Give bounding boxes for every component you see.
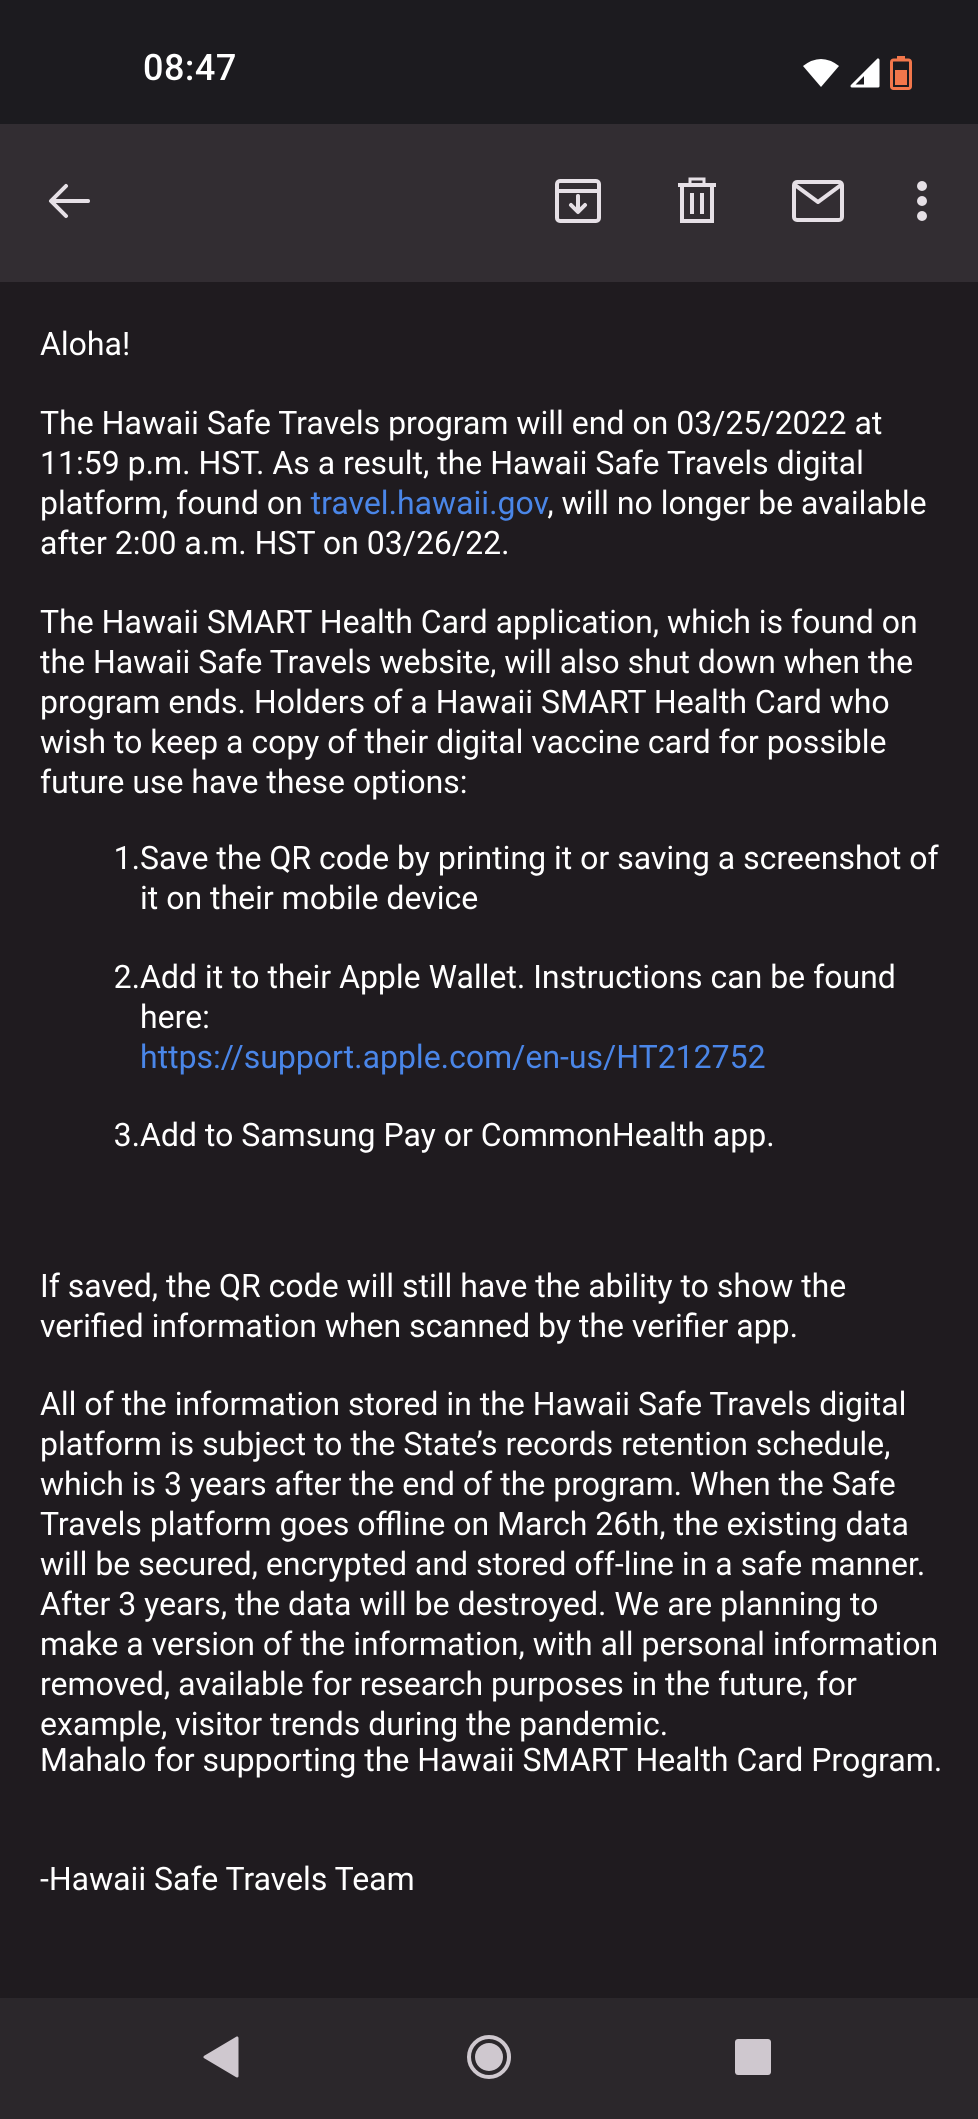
list-number: 3. [113,1116,140,1154]
paragraph-program-end [40,403,950,563]
email-toolbar [0,124,978,282]
list-number: 2. [113,958,140,996]
email-body [0,282,978,1998]
paragraph-text: , will no longer be available after 2:00 a.m. HST on 03/26/22. [40,484,927,562]
greeting: Aloha! [40,325,131,363]
mark-unread-button[interactable] [770,124,866,282]
triangle-back-icon [201,2035,241,2083]
list-item-text: Add it to their Apple Wallet. Instructions can be found here: [140,958,896,1036]
status-icons [802,56,912,94]
cell-signal-icon [850,58,880,92]
list-item-body [140,957,942,1077]
signature: -Hawaii Safe Travels Team [40,1860,415,1898]
nav-home-button[interactable] [434,1998,544,2119]
paragraph-text: The Hawaii Safe Travels program will end on 03/25/2022 at 11:59 p.m. HST. As a result, the Hawaii Safe Travels digital platform, found on [40,404,883,522]
paragraph-health-card: The Hawaii SMART Health Card application, which is found on the Hawaii Safe Travels website, will also shut down when the program ends. Holders of a Hawaii SMART Health Card who wish to keep a copy of their digital vaccine card for possible future use have these options: [40,603,918,801]
list-item-option-3 [102,1115,942,1155]
delete-button[interactable] [649,124,745,282]
list-item-option-1 [102,838,942,918]
list-item-text: Add to Samsung Pay or CommonHealth app. [140,1116,775,1154]
paragraph-qr-code: If saved, the QR code will still have the ability to show the verified information when scanned by the verifier app. [40,1267,847,1345]
status-bar [0,0,978,124]
archive-icon [554,177,602,229]
arrow-back-icon [46,181,90,225]
travel-hawaii-link[interactable]: travel.hawaii.gov [310,484,548,522]
home-circle-icon [466,2034,512,2084]
status-time: 08:47 [143,47,237,89]
list-item-text: Save the QR code by printing it or saving a screenshot of it on their mobile device [140,839,939,917]
nav-recents-button[interactable] [698,1998,808,2119]
more-vertical-icon [916,180,928,226]
trash-icon [676,177,718,229]
nav-back-button[interactable] [166,1998,276,2119]
archive-button[interactable] [530,124,626,282]
system-nav-bar [0,1998,978,2119]
square-recents-icon [734,2038,772,2080]
paragraph-mahalo: Mahalo for supporting the Hawaii SMART Health Card Program. [40,1741,943,1779]
mail-icon [792,180,844,226]
paragraph-data-retention: All of the information stored in the Hawaii Safe Travels digital platform is subject to the State’s records retention schedule, which is 3 years after the end of the program. When the Safe Travels platform goes offline on March 26th, the existing data will be secured, encrypted and stored off-line in a safe manner. After 3 years, the data will be destroyed. We are planning to make a version of the information, with all personal information removed, available for research purposes in the future, for example, visitor trends during the pandemic. [40,1385,939,1743]
battery-icon [890,56,912,94]
more-options-button[interactable] [874,124,970,282]
wifi-icon [802,58,840,92]
apple-support-link[interactable]: https://support.apple.com/en-us/HT212752 [140,1038,766,1076]
list-number: 1. [113,839,140,877]
list-item-option-2 [102,957,942,1077]
back-button[interactable] [20,124,116,282]
